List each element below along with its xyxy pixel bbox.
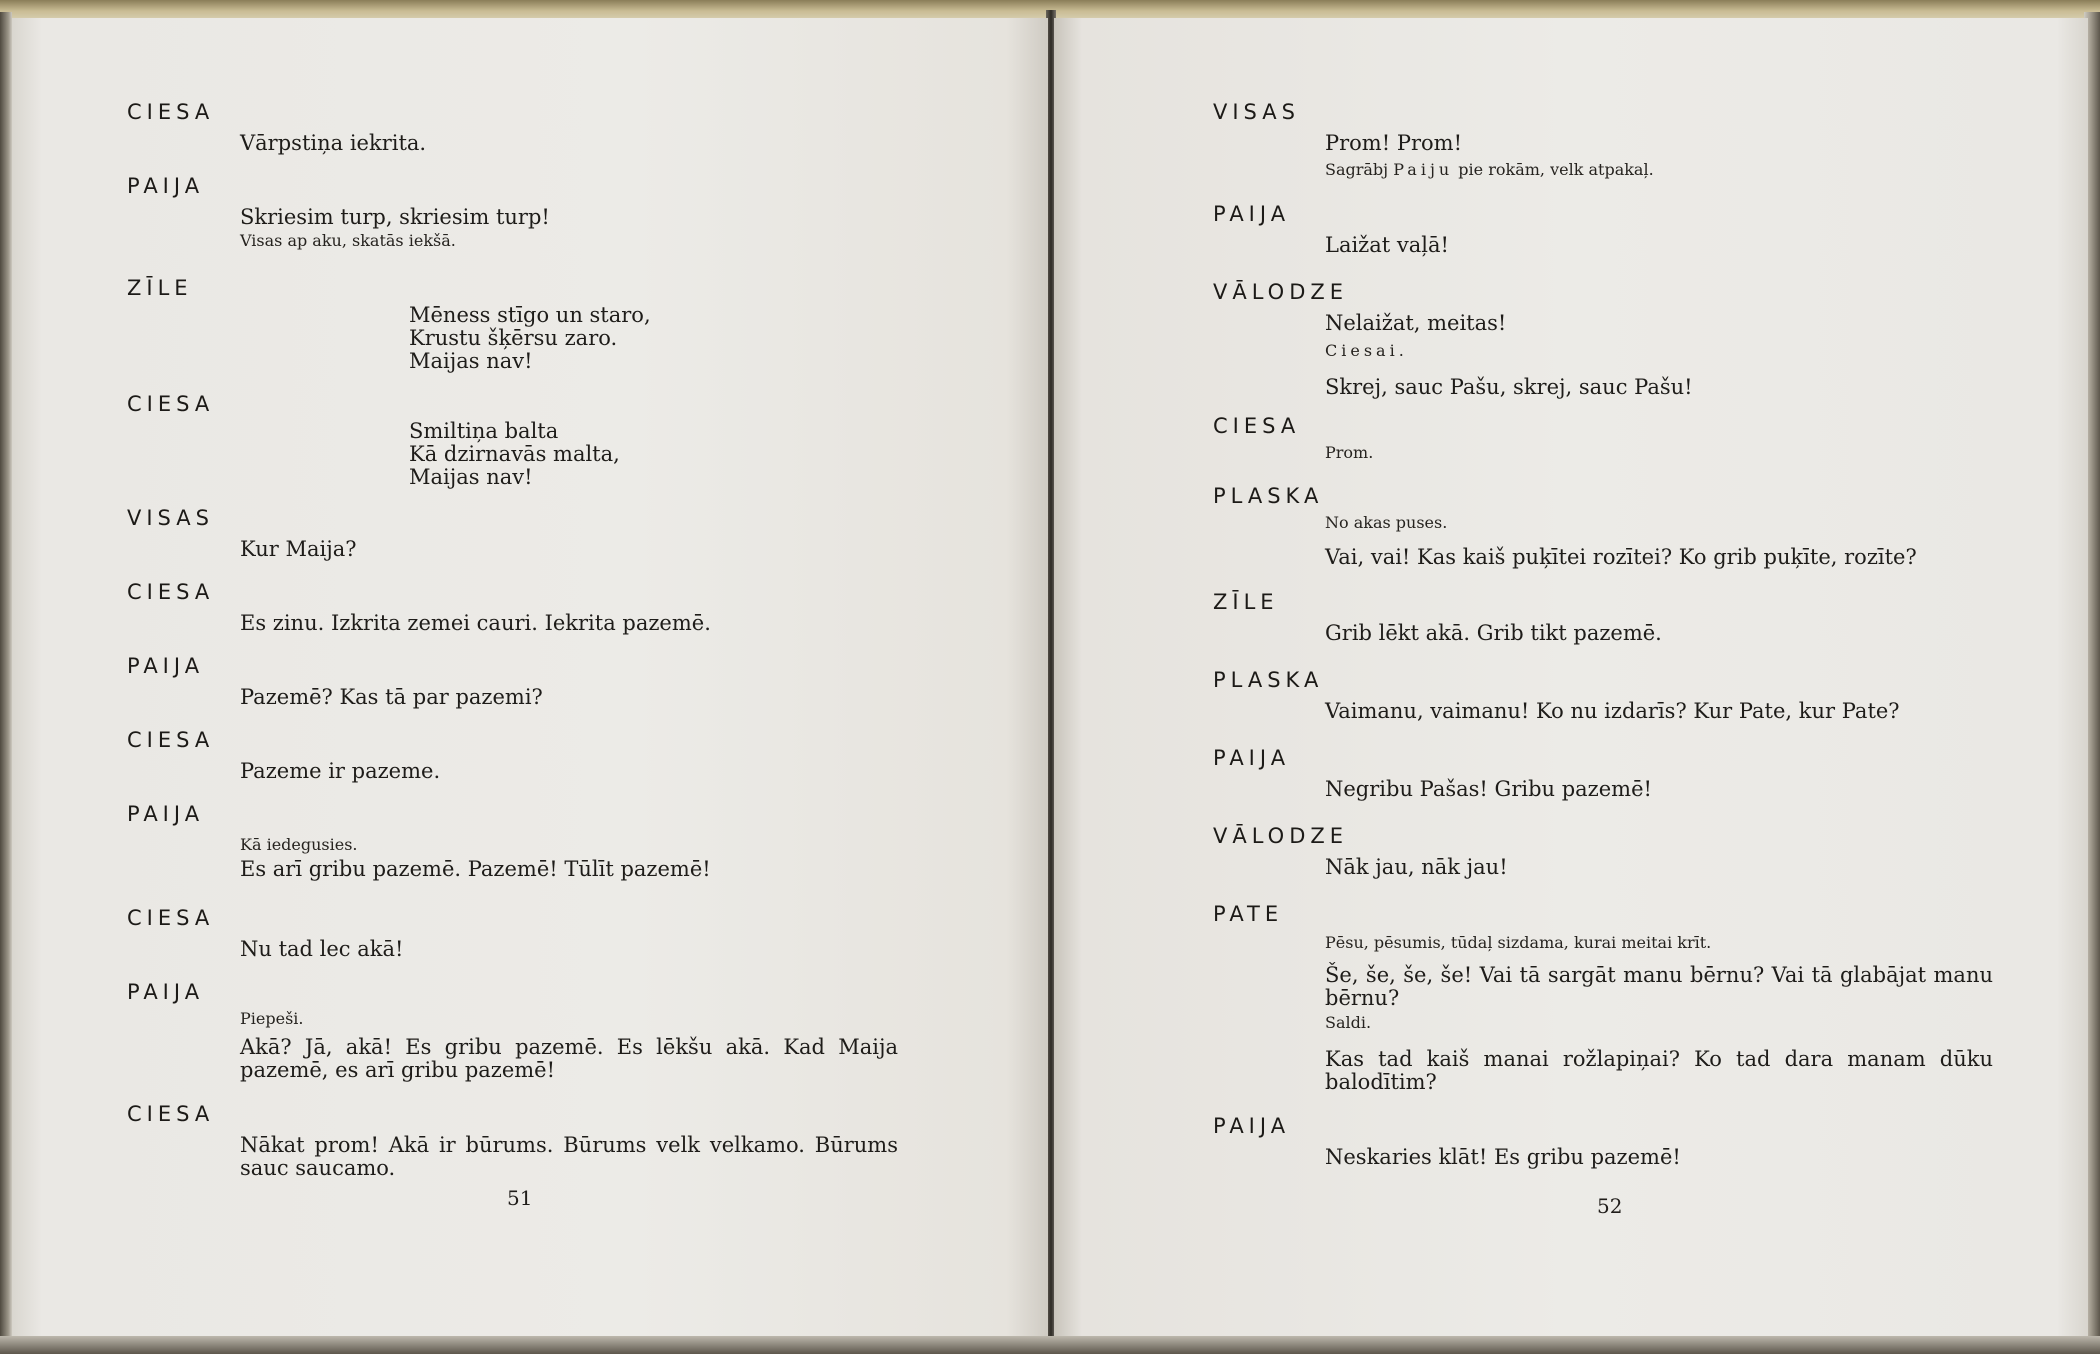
verse-line: Smiltiņa balta: [409, 419, 559, 443]
verse-stanza: [409, 304, 651, 373]
speaker-label: ZĪLE: [127, 276, 193, 300]
speaker-label: CIESA: [127, 1102, 215, 1126]
dialogue-line: Prom! Prom!: [1325, 131, 1463, 155]
stage-direction: Kā iedegusies.: [240, 835, 358, 854]
stage-direction: Pēsu, pēsumis, tūdaļ sizdama, kurai meitai krīt.: [1325, 933, 1712, 952]
verse-line: Maijas nav!: [409, 349, 533, 373]
speaker-label: CIESA: [127, 728, 215, 752]
dialogue-line: Es zinu. Izkrita zemei cauri. Iekrita pazemē.: [240, 611, 711, 635]
stage-direction: [1325, 161, 1654, 179]
stage-direction: Visas ap aku, skatās iekšā.: [240, 231, 456, 250]
dialogue-line: Akā? Jā, akā! Es gribu pazemē. Es lēkšu akā. Kad Maija pazemē, es arī gribu pazemē!: [240, 1035, 898, 1082]
dialogue-line: Kur Maija?: [240, 537, 357, 561]
verse-line: Krustu šķērsu zaro.: [409, 326, 618, 350]
dialogue-line: Nāk jau, nāk jau!: [1325, 855, 1508, 879]
dialogue-line: Pazemē? Kas tā par pazemi?: [240, 685, 543, 709]
dialogue-line: Negribu Pašas! Gribu pazemē!: [1325, 777, 1652, 801]
page-number: 51: [507, 1186, 533, 1210]
speaker-label: CIESA: [127, 100, 215, 124]
dialogue-line: Nelaižat, meitas!: [1325, 311, 1507, 335]
speaker-label: CIESA: [127, 580, 215, 604]
stage-direction: No akas puses.: [1325, 513, 1448, 532]
stage-direction: Piepeši.: [240, 1009, 304, 1028]
speaker-label: CIESA: [127, 906, 215, 930]
speaker-label: ZĪLE: [1213, 590, 1279, 614]
speaker-label: CIESA: [127, 392, 215, 416]
dialogue-line: Skriesim turp, skriesim turp!: [240, 205, 550, 229]
speaker-label: PLASKA: [1213, 668, 1324, 692]
speaker-label: PAIJA: [1213, 1114, 1291, 1138]
speaker-label: PAIJA: [127, 802, 205, 826]
speaker-label: PAIJA: [1213, 746, 1291, 770]
dialogue-line: Kas tad kaiš manai rožlapiņai? Ko tad dara manam dūku balodītim?: [1325, 1047, 1993, 1094]
dialogue-line: Nākat prom! Akā ir būrums. Būrums velk velkamo. Būrums sauc saucamo.: [240, 1133, 898, 1180]
speaker-label: PATE: [1213, 902, 1284, 926]
speaker-label: PAIJA: [127, 174, 205, 198]
dialogue-line: Nu tad lec akā!: [240, 937, 404, 961]
direction-text: pie rokām, velk atpakaļ.: [1458, 160, 1654, 179]
stage-direction: Saldi.: [1325, 1013, 1372, 1032]
speaker-label: VISAS: [1213, 100, 1300, 124]
verse-stanza: [409, 420, 620, 489]
dialogue-line: Vārpstiņa iekrita.: [240, 131, 427, 155]
dialogue-line: Laižat vaļā!: [1325, 233, 1449, 257]
right-page: [1054, 18, 2088, 1336]
dialogue-line: Vai, vai! Kas kaiš puķītei rozītei? Ko grib puķīte, rozīte?: [1325, 545, 1917, 569]
verse-line: Mēness stīgo un staro,: [409, 303, 651, 327]
dialogue-line: Neskaries klāt! Es gribu pazemē!: [1325, 1145, 1681, 1169]
book-bottom-edge: [0, 1336, 2100, 1354]
stage-direction: Prom.: [1325, 443, 1374, 462]
speaker-label: VĀLODZE: [1213, 824, 1349, 848]
direction-name: Paiju: [1393, 160, 1454, 179]
speaker-label: PLASKA: [1213, 484, 1324, 508]
dialogue-line: Skrej, sauc Pašu, skrej, sauc Pašu!: [1325, 375, 1693, 399]
speaker-label: PAIJA: [1213, 202, 1291, 226]
dialogue-line: Vaimanu, vaimanu! Ko nu izdarīs? Kur Pate, kur Pate?: [1325, 699, 1900, 723]
verse-line: Kā dzirnavās malta,: [409, 442, 620, 466]
speaker-label: VISAS: [127, 506, 214, 530]
speaker-label: PAIJA: [127, 654, 205, 678]
stage-direction: Ciesai.: [1325, 341, 1408, 360]
dialogue-line: Es arī gribu pazemē. Pazemē! Tūlīt pazemē!: [240, 857, 711, 881]
dialogue-line: Pazeme ir pazeme.: [240, 759, 441, 783]
dialogue-line: Še, še, še, še! Vai tā sargāt manu bērnu? Vai tā glabājat manu bērnu?: [1325, 963, 1993, 1010]
book-left-edge: [0, 12, 12, 1352]
left-page: [12, 18, 1048, 1336]
page-number: 52: [1597, 1194, 1623, 1218]
speaker-label: VĀLODZE: [1213, 280, 1349, 304]
speaker-label: CIESA: [1213, 414, 1301, 438]
direction-text: Sagrābj: [1325, 160, 1389, 179]
dialogue-line: Grib lēkt akā. Grib tikt pazemē.: [1325, 621, 1662, 645]
verse-line: Maijas nav!: [409, 465, 533, 489]
speaker-label: PAIJA: [127, 980, 205, 1004]
